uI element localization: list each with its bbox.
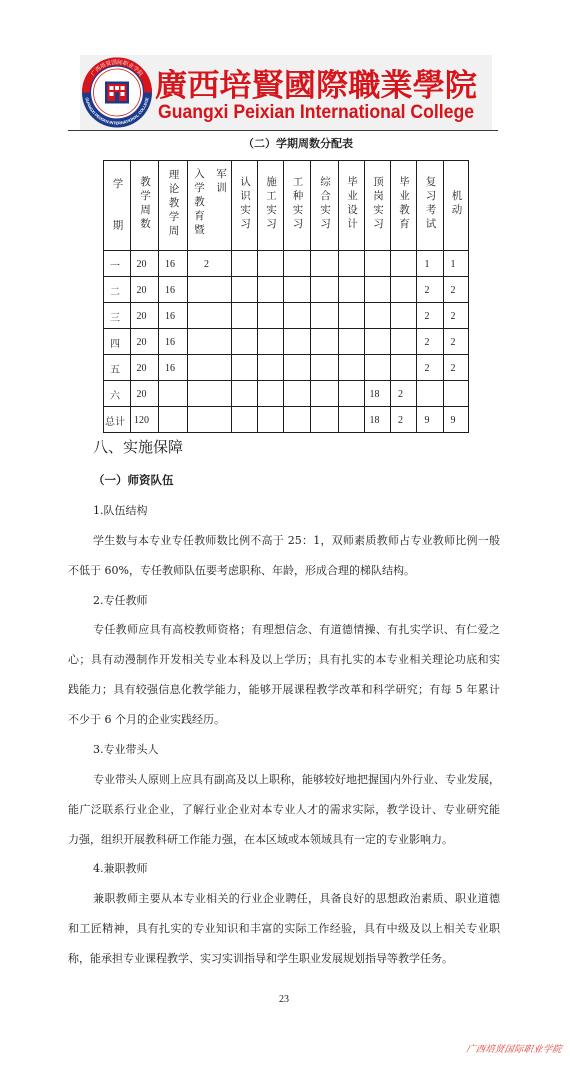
table-cell [365, 329, 391, 355]
table-row [104, 381, 469, 407]
table-cell [284, 381, 311, 407]
table-cell [284, 303, 311, 329]
table-cell: 9 [417, 407, 444, 433]
table-cell [258, 381, 284, 407]
table-cell [339, 329, 365, 355]
column-header [311, 161, 339, 251]
paragraph-line: 不少于 6 个月的企业实践经历。 [68, 713, 225, 726]
table-cell: 2 [444, 329, 469, 355]
table-cell: 20 [131, 251, 159, 277]
table-cell [417, 381, 444, 407]
table-cell: 18 [365, 407, 391, 433]
table-cell [232, 381, 258, 407]
table-cell [391, 329, 417, 355]
table-cell [365, 303, 391, 329]
table-cell [232, 251, 258, 277]
column-header-label: 毕业教育 [398, 175, 410, 232]
table-cell: 16 [159, 303, 188, 329]
table-cell [159, 381, 188, 407]
column-header-label: 机动 [450, 189, 463, 218]
table-cell: 2 [444, 303, 469, 329]
table-cell [311, 329, 339, 355]
paragraph-line: 学生数与本专业专任教师数比例不高于 25：1，双师素质教师占专业教师比例一般 [93, 533, 500, 547]
column-header [232, 161, 258, 251]
paragraph-line: 心；具有动漫制作开发相关专业本科及以上学历；具有扎实的本专业相关理论功底和实 [68, 653, 500, 667]
section-body [68, 466, 500, 974]
table-cell [391, 277, 417, 303]
table-cell [232, 303, 258, 329]
column-header [159, 161, 188, 251]
column-header [391, 161, 417, 251]
table-cell [284, 355, 311, 381]
table-cell: 20 [131, 381, 159, 407]
table-header-row [104, 161, 469, 251]
paragraph-line: 和工匠精神，具有扎实的专业知识和丰富的实际工作经验，具有中级及以上相关专业职 [68, 922, 500, 936]
table-cell: 2 [417, 303, 444, 329]
table-cell [391, 251, 417, 277]
column-header [258, 161, 284, 251]
table-cell: 2 [188, 251, 232, 277]
table-cell [311, 381, 339, 407]
item-title: 2.专任教师 [93, 593, 148, 607]
column-header-label: 教学周数 [139, 175, 151, 232]
column-header [131, 161, 159, 251]
table-cell [284, 277, 311, 303]
section-heading: 八、实施保障 [93, 438, 184, 456]
table-title: （二）学期周数分配表 [243, 137, 353, 150]
paragraph-line: 践能力；具有较强信息化教学能力，能够开展课程教学改革和科学研究；有每 5 年累计 [68, 683, 500, 697]
column-header-label: 理论教学周 [167, 168, 180, 239]
header-divider [68, 130, 498, 131]
table-cell: 2 [417, 329, 444, 355]
table-cell [232, 355, 258, 381]
column-header-label: 复习考试 [424, 175, 437, 232]
item-title: 1.队伍结构 [93, 503, 148, 517]
column-header [104, 161, 131, 251]
table-row [104, 407, 469, 433]
table-cell [188, 303, 232, 329]
table-cell [188, 355, 232, 381]
table-cell [258, 251, 284, 277]
column-header [444, 161, 469, 251]
table-row [104, 329, 469, 355]
semester-label-cell: 三 [104, 303, 131, 329]
table-cell: 18 [365, 381, 391, 407]
paragraph-line: 能广泛联系行业企业，了解行业企业对本专业人才的需求实际，教学设计、专业研究能 [68, 802, 500, 816]
table-cell: 16 [159, 329, 188, 355]
table-cell [339, 381, 365, 407]
table-cell [339, 251, 365, 277]
table-cell [258, 355, 284, 381]
table-cell: 20 [131, 303, 159, 329]
table-cell: 9 [444, 407, 469, 433]
subsection-heading: （一）师资队伍 [93, 473, 174, 487]
college-banner [80, 55, 492, 130]
logo-building-icon [105, 82, 129, 104]
table-cell: 120 [131, 407, 159, 433]
table-cell [339, 355, 365, 381]
table-cell: 2 [417, 355, 444, 381]
column-header-label: 顶岗实习 [372, 175, 384, 232]
table-cell [339, 277, 365, 303]
table-row [104, 303, 469, 329]
table-cell [365, 277, 391, 303]
table-cell [258, 277, 284, 303]
table-cell [444, 381, 469, 407]
table-cell [391, 355, 417, 381]
table-cell: 1 [444, 251, 469, 277]
table-cell: 2 [417, 277, 444, 303]
semester-label-cell: 六 [104, 381, 131, 407]
table-cell [365, 251, 391, 277]
column-header [417, 161, 444, 251]
footer-college-mark: 广西培贤国际职业学院 [465, 1044, 563, 1055]
table-cell [339, 303, 365, 329]
college-name-english: Guangxi Peixian International College [158, 102, 474, 123]
semester-weeks-table [103, 160, 469, 433]
table-cell [258, 329, 284, 355]
table-cell [188, 329, 232, 355]
column-header-label: 综合实习 [319, 175, 331, 232]
paragraph-line: 不低于 60%，专任教师队伍要考虑职称、年龄，形成合理的梯队结构。 [68, 563, 415, 577]
table-row [104, 251, 469, 277]
table-cell: 20 [131, 355, 159, 381]
college-logo [82, 58, 152, 128]
logo-top-lettering-path: 广西培贤国际职业学院 [90, 59, 144, 78]
table-cell [311, 277, 339, 303]
paragraph-line: 专任教师应具有高校教师资格；有理想信念、有道德情操、有扎实学识、有仁爱之 [93, 623, 500, 637]
table-cell [188, 381, 232, 407]
semester-label-cell: 四 [104, 329, 131, 355]
table-cell [188, 277, 232, 303]
table-cell [311, 303, 339, 329]
paragraph-line: 力强，组织开展教科研工作能力强，在本区域或本领域具有一定的专业影响力。 [68, 832, 453, 846]
table-row [104, 355, 469, 381]
column-header-label: 毕业设计 [346, 175, 358, 232]
semester-label-cell: 二 [104, 277, 131, 303]
semester-label-cell: 五 [104, 355, 131, 381]
semester-label-cell: 总计 [104, 407, 131, 433]
table-cell: 20 [131, 329, 159, 355]
table-cell [391, 303, 417, 329]
column-header [284, 161, 311, 251]
paragraph-line: 称，能承担专业课程教学、实习实训指导和学生职业发展规划指导等教学任务。 [68, 952, 453, 965]
paragraph-line: 专业带头人原则上应具有副高及以上职称，能够较好地把握国内外行业、专业发展， [93, 772, 500, 786]
item-title: 4.兼职教师 [93, 862, 148, 876]
table-cell: 16 [159, 251, 188, 277]
table-cell [311, 407, 339, 433]
table-cell [232, 277, 258, 303]
table-cell [232, 407, 258, 433]
table-cell [339, 407, 365, 433]
table-cell: 1 [417, 251, 444, 277]
table-cell [284, 251, 311, 277]
column-header-label: 工种实习 [291, 175, 304, 232]
page-number: 23 [279, 994, 289, 1005]
column-header-label: 学期 [111, 177, 124, 230]
column-header-label: 施工实习 [265, 175, 277, 232]
table-cell: 2 [444, 277, 469, 303]
table-cell: 20 [131, 277, 159, 303]
table-cell [258, 303, 284, 329]
table-cell [159, 407, 188, 433]
table-cell: 2 [391, 407, 417, 433]
paragraph-line: 兼职教师主要从本专业相关的行业企业聘任，具备良好的思想政治素质、职业道德 [93, 892, 500, 906]
table-cell [188, 407, 232, 433]
table-cell: 16 [159, 277, 188, 303]
table-row [104, 277, 469, 303]
column-header-label: 认识实习 [239, 175, 251, 232]
table-cell [258, 407, 284, 433]
table-cell: 2 [391, 381, 417, 407]
table-cell [311, 355, 339, 381]
table-cell [284, 407, 311, 433]
column-header [339, 161, 365, 251]
column-header [188, 161, 232, 251]
college-name-chinese: 廣西培賢國際職業學院 [155, 68, 477, 104]
table-cell: 2 [444, 355, 469, 381]
table-cell [365, 355, 391, 381]
column-header [365, 161, 391, 251]
table-cell: 16 [159, 355, 188, 381]
table-cell [232, 329, 258, 355]
column-header-label: 入学教育暨军训 [193, 167, 227, 238]
semester-label-cell: 一 [104, 251, 131, 277]
item-title: 3.专业带头人 [93, 742, 159, 756]
table-cell [311, 251, 339, 277]
logo-bottom-lettering-path: GUANGXI PEIXIAN INTERNATIONAL COLLEGE [84, 96, 150, 126]
table-cell [284, 329, 311, 355]
